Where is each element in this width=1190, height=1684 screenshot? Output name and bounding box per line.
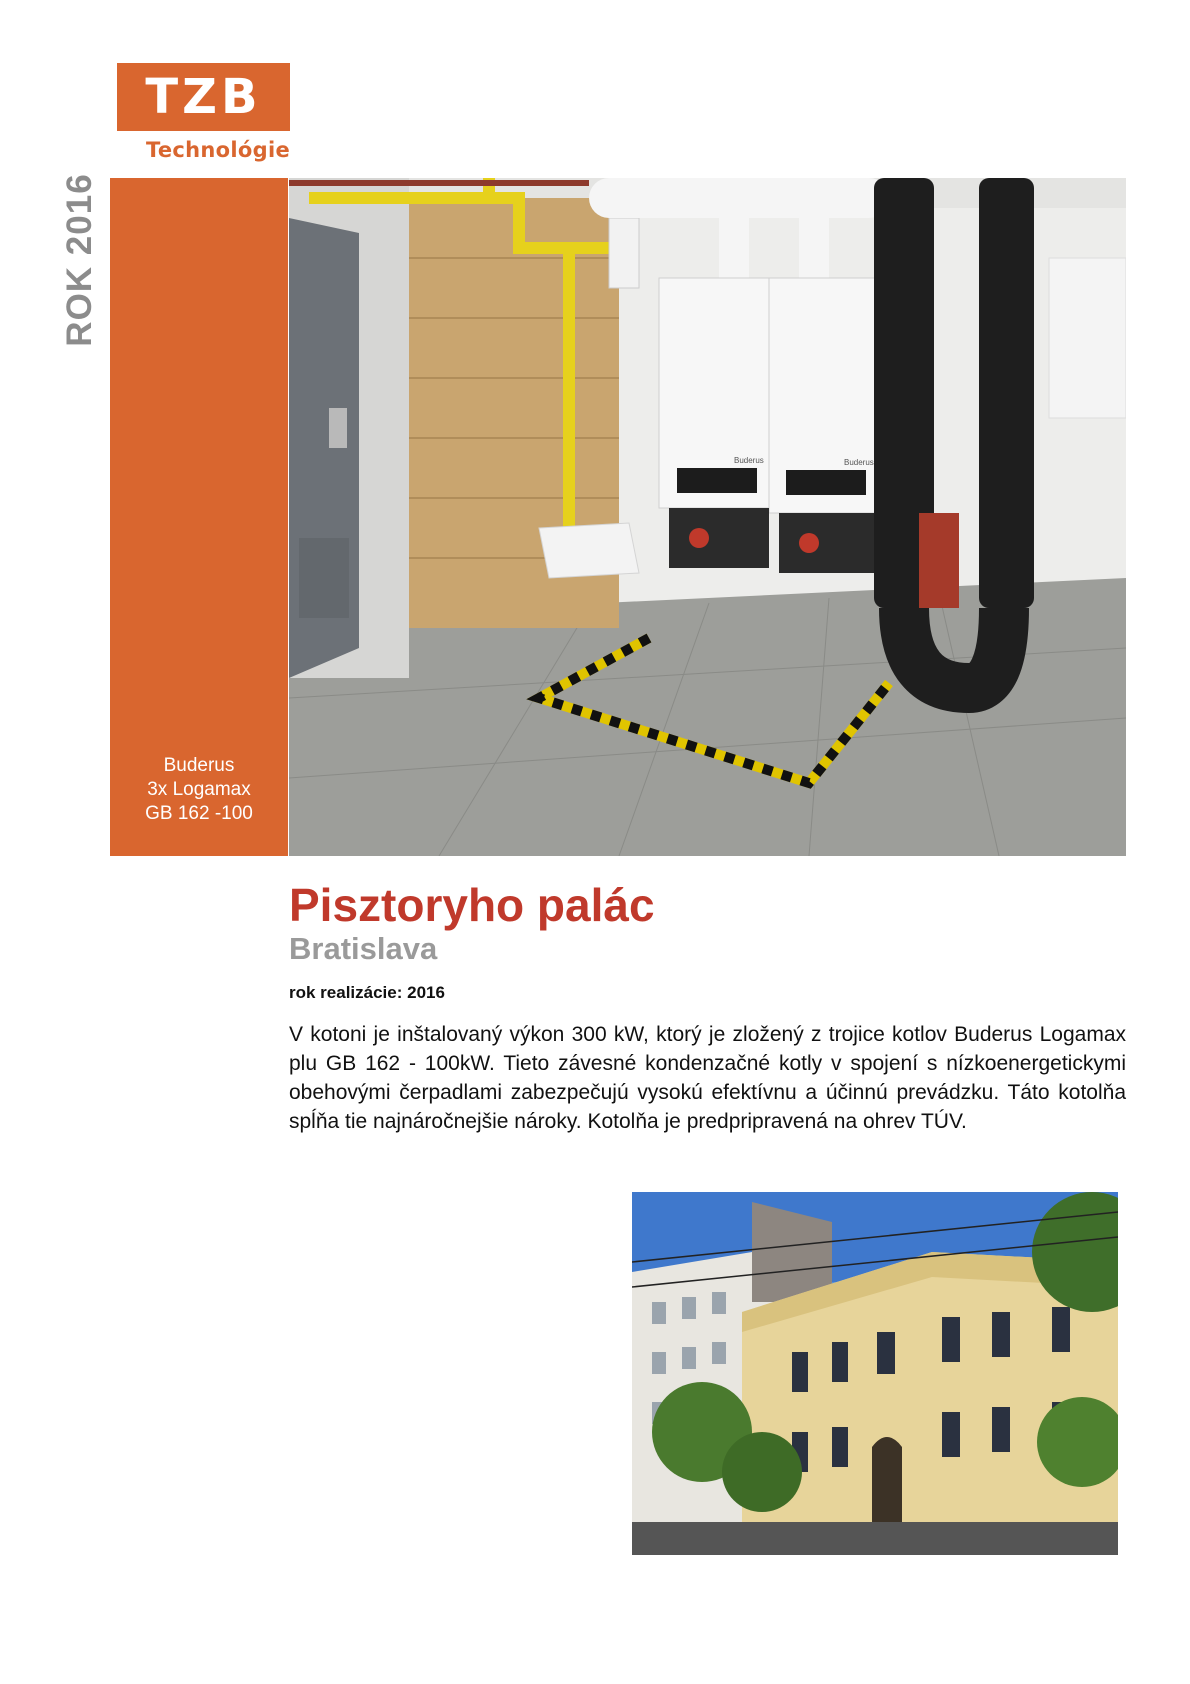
- caption-line-brand: Buderus: [163, 755, 235, 776]
- project-title: Pisztoryho palác: [289, 879, 655, 931]
- caption-line-type: GB 162 -100: [145, 803, 253, 824]
- logo-subtitle: Technológie: [146, 138, 290, 162]
- boiler-room-photo: [289, 178, 1126, 856]
- orange-sidebar: [110, 178, 288, 856]
- caption-line-model: 3x Logamax: [147, 779, 251, 800]
- year-label-text: ROK 2016: [60, 173, 99, 347]
- year-label: [60, 170, 100, 350]
- boiler-2-label: Buderus: [844, 458, 874, 467]
- building-photo: [632, 1192, 1118, 1555]
- project-city: Bratislava: [289, 931, 438, 966]
- logo-box: [117, 63, 290, 131]
- project-description: V kotoni je inštalovaný výkon 300 kW, ktorý je zložený z trojice kotlov Buderus Logamax plu GB 162 - 100kW. Tieto závesné kondenzačné kotly v spojení s nízkoenergetickymi obehovými čerpadlami zabezpečujú vysokú efektívnu a účinnú prevádzku. Táto kotolňa spĺňa tie najnáročnejšie nároky. Kotolňa je predpripravená na ohrev TÚV.: [289, 1023, 1126, 1133]
- boiler-1-label: Buderus: [734, 456, 764, 465]
- realization-year: rok realizácie: 2016: [289, 983, 445, 1002]
- tzb-logo: [117, 63, 290, 162]
- product-caption: [110, 754, 288, 826]
- logo-main-text: TZB: [145, 69, 262, 125]
